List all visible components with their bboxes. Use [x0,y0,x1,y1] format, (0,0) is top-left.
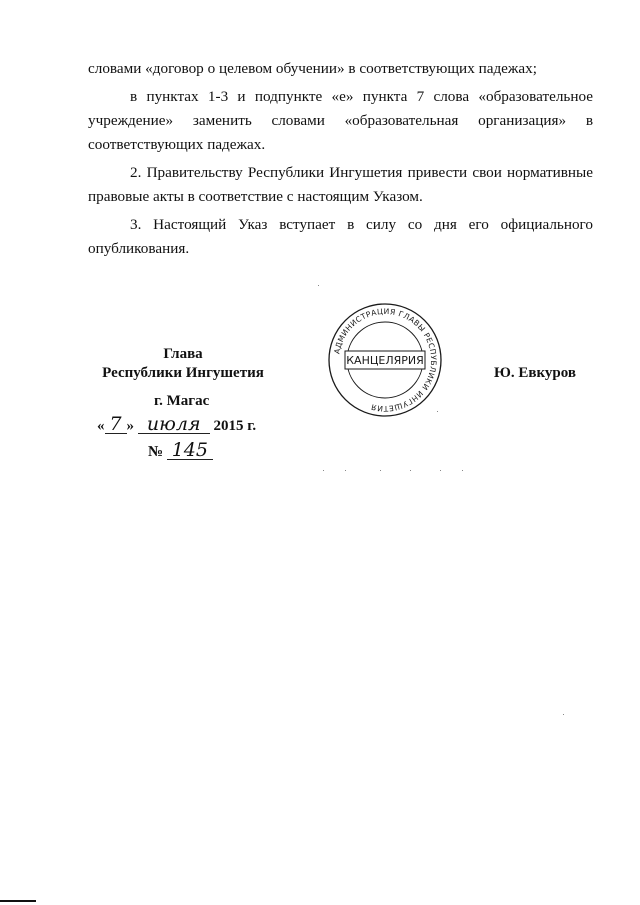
date-open-quote: « [97,418,105,434]
signatory-title [93,345,273,383]
signatory-name: Ю. Евкуров [494,365,576,381]
number-prefix: № [148,444,164,460]
issue-date [97,415,256,435]
scan-speck [440,470,441,471]
date-year: 2015 г. [213,418,257,434]
paragraph-continuation: словами «договор о целевом обучении» в соответствующих падежах; [88,60,537,77]
paragraph-points-1-3: в пунктах 1-3 и подпункте «е» пункта 7 слова «образовательное учреждение» заменить словами «образовательная организация» в соответствующих падежах. [88,88,593,153]
signatory-title-line1: Глава [163,346,203,362]
scan-speck [563,714,564,715]
scan-speck [462,470,463,471]
date-month-handwritten: июля [138,415,210,434]
scan-speck [323,470,324,471]
paragraph-item-3: 3. Настоящий Указ вступает в силу со дня его официального опубликования. [88,216,593,257]
date-day-handwritten: 7 [105,415,127,434]
scan-speck [318,285,319,286]
scan-edge-mark [0,900,36,902]
scan-speck [410,470,411,471]
signatory-title-line2: Республики Ингушетия [102,365,264,381]
seal-ring-text: АДМИНИСТРАЦИЯ ГЛАВЫ РЕСПУБЛИКИ ИНГУШЕТИЯ [332,306,439,414]
number-handwritten: 145 [167,441,213,460]
issue-city: г. Магас [154,393,210,409]
scan-speck [437,411,438,412]
scan-speck [380,470,381,471]
paragraph-item-2: 2. Правительству Республики Ингушетия привести свои нормативные правовые акты в соответствие с настоящим Указом. [88,164,593,205]
date-close-quote: » [126,418,134,434]
seal-center-text: КАНЦЕЛЯРИЯ [346,354,424,367]
office-seal-stamp [327,302,443,418]
scan-speck [345,470,346,471]
decree-number [148,441,213,461]
